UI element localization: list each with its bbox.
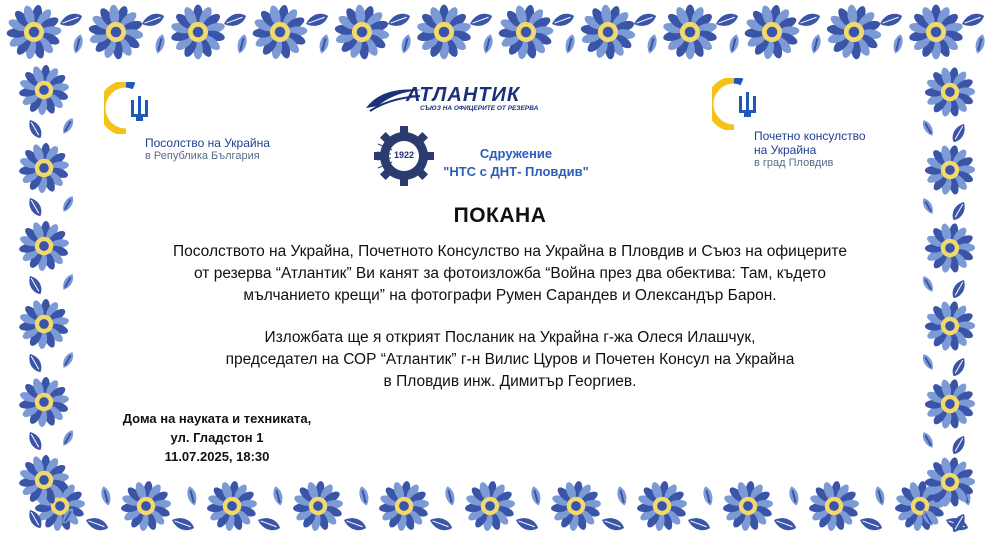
bud-ornament	[357, 485, 370, 506]
consulate-location: в град Пловдив	[754, 157, 834, 169]
leaf-ornament	[256, 515, 282, 533]
sunflower-ornament	[806, 478, 863, 534]
bud-ornament	[60, 428, 76, 447]
leaf-ornament	[26, 430, 45, 453]
leaf-ornament	[858, 515, 884, 533]
venue-address: ул. Гладстон 1	[170, 430, 264, 445]
sunflower-ornament	[634, 478, 691, 534]
paragraph-2-line: в Пловдив инж. Димитър Георгиев.	[383, 373, 637, 390]
sunflower-ornament	[920, 140, 980, 200]
bud-ornament	[60, 272, 76, 291]
leaf-ornament	[342, 515, 368, 533]
sunflower-ornament	[204, 478, 261, 534]
leaf-ornament	[304, 11, 330, 29]
bud-ornament	[235, 33, 248, 54]
leaf-ornament	[58, 11, 84, 29]
bud-ornament	[185, 485, 198, 506]
sunflower-ornament	[740, 0, 804, 64]
invitation-paragraph-2	[110, 327, 910, 393]
bud-ornament	[71, 33, 84, 54]
bud-ornament	[809, 33, 822, 54]
leaf-ornament	[26, 118, 45, 141]
paragraph-1-line: Посолството на Украйна, Почетното Консулство на Украйна в Пловдив и Съюз на офицерите	[173, 243, 847, 260]
sunflower-ornament	[290, 478, 347, 534]
bud-ornament	[973, 33, 986, 54]
leaf-ornament	[796, 11, 822, 29]
invitation-paragraph-1	[110, 241, 910, 307]
invitation-title: ПОКАНА	[453, 204, 547, 227]
leaf-ornament	[714, 11, 740, 29]
bud-ornament	[529, 485, 542, 506]
leaf-ornament	[949, 278, 968, 301]
bud-ornament	[701, 485, 714, 506]
bud-ornament	[271, 485, 284, 506]
leaf-ornament	[600, 515, 626, 533]
embassy-location: в Република България	[145, 150, 260, 162]
leaf-ornament	[140, 11, 166, 29]
bud-ornament	[60, 350, 76, 369]
venue-datetime: 11.07.2025, 18:30	[164, 449, 270, 464]
bud-ornament	[873, 485, 886, 506]
leaf-ornament	[960, 11, 986, 29]
bud-ornament	[645, 33, 658, 54]
sunflower-ornament	[376, 478, 433, 534]
bud-ornament	[920, 430, 936, 449]
sunflower-ornament	[16, 141, 71, 195]
sunflower-ornament	[16, 375, 71, 429]
leaf-ornament	[949, 356, 968, 379]
venue-name: Дома на науката и техниката,	[122, 411, 312, 426]
ukraine-flag-trident-icon	[712, 78, 760, 130]
embassy-name: Посолство на Украйна	[145, 136, 270, 150]
bud-ornament	[787, 485, 800, 506]
bud-ornament	[920, 274, 936, 293]
venue-block	[92, 409, 342, 466]
consulate-name-line2: на Украйна	[754, 143, 817, 157]
leaf-ornament	[686, 515, 712, 533]
sunflower-ornament	[720, 478, 777, 534]
sunflower-ornament	[81, 0, 152, 67]
leaf-ornament	[468, 11, 494, 29]
paragraph-1-line: от резерва “Атлантик” Ви канят за фотоизложба “Война през два обектива: Там, където	[194, 265, 826, 282]
sunflower-ornament	[248, 0, 312, 64]
nts-logo	[372, 124, 602, 190]
bud-ornament	[615, 485, 628, 506]
sunflower-ornament	[908, 5, 963, 60]
paragraph-1-line: мълчанието крещи” на фотографи Румен Сарандев и Олександър Барон.	[243, 287, 777, 304]
sunflower-ornament	[327, 0, 398, 67]
bud-ornament	[727, 33, 740, 54]
consulate-name-line1: Почетно консулство	[754, 129, 866, 143]
sunflower-ornament	[2, 0, 66, 64]
leaf-ornament	[84, 515, 110, 533]
ukraine-flag-trident-icon	[104, 82, 152, 134]
sunflower-ornament	[494, 0, 558, 64]
leaf-ornament	[514, 515, 540, 533]
bud-ornament	[891, 33, 904, 54]
sunflower-ornament	[16, 297, 71, 351]
sunflower-ornament	[416, 5, 471, 60]
sunflower-ornament	[462, 478, 519, 534]
leaf-ornament	[949, 434, 968, 457]
leaf-ornament	[428, 515, 454, 533]
bud-ornament	[99, 485, 112, 506]
paragraph-2-line: председател на СОР “Атлантик” г-н Вилис Цуров и Почетен Консул на Украйна	[225, 351, 795, 368]
sunflower-ornament	[920, 374, 980, 434]
leaf-ornament	[386, 11, 412, 29]
atlantik-logo	[364, 84, 574, 116]
leaf-ornament	[949, 122, 968, 145]
consulate-logo	[712, 78, 912, 173]
leaf-ornament	[26, 352, 45, 375]
leaf-ornament	[878, 11, 904, 29]
bud-ornament	[920, 352, 936, 371]
nts-year: 1922	[393, 150, 415, 160]
paragraph-2-line: Изложбата ще я открият Посланик на Украйна г-жа Олеся Илашчук,	[264, 329, 756, 346]
leaf-ornament	[170, 515, 196, 533]
sunflower-ornament	[170, 5, 225, 60]
nts-line2: "НТС с ДНТ- Пловдив"	[443, 164, 589, 179]
bud-ornament	[920, 118, 936, 137]
leaf-ornament	[26, 274, 45, 297]
bud-ornament	[443, 485, 456, 506]
leaf-ornament	[550, 11, 576, 29]
bud-ornament	[399, 33, 412, 54]
sunflower-ornament	[118, 478, 175, 534]
sunflower-ornament	[819, 0, 890, 67]
leaf-ornament	[772, 515, 798, 533]
leaf-ornament	[632, 11, 658, 29]
nts-line1: Сдружение	[479, 146, 553, 161]
bud-ornament	[60, 116, 76, 135]
sunflower-ornament	[920, 62, 980, 122]
bud-ornament	[563, 33, 576, 54]
sunflower-ornament	[662, 5, 717, 60]
bud-ornament	[481, 33, 494, 54]
sunflower-ornament	[16, 63, 71, 117]
leaf-ornament	[222, 11, 248, 29]
sunflower-ornament	[920, 296, 980, 356]
sunflower-ornament	[548, 478, 605, 534]
atlantik-name: АТЛАНТИК	[406, 84, 521, 106]
bud-ornament	[153, 33, 166, 54]
bud-ornament	[317, 33, 330, 54]
embassy-logo	[104, 82, 294, 167]
atlantik-subtitle: СЪЮЗ НА ОФИЦЕРИТЕ ОТ РЕЗЕРВА	[420, 105, 539, 112]
sunflower-ornament	[573, 0, 644, 67]
